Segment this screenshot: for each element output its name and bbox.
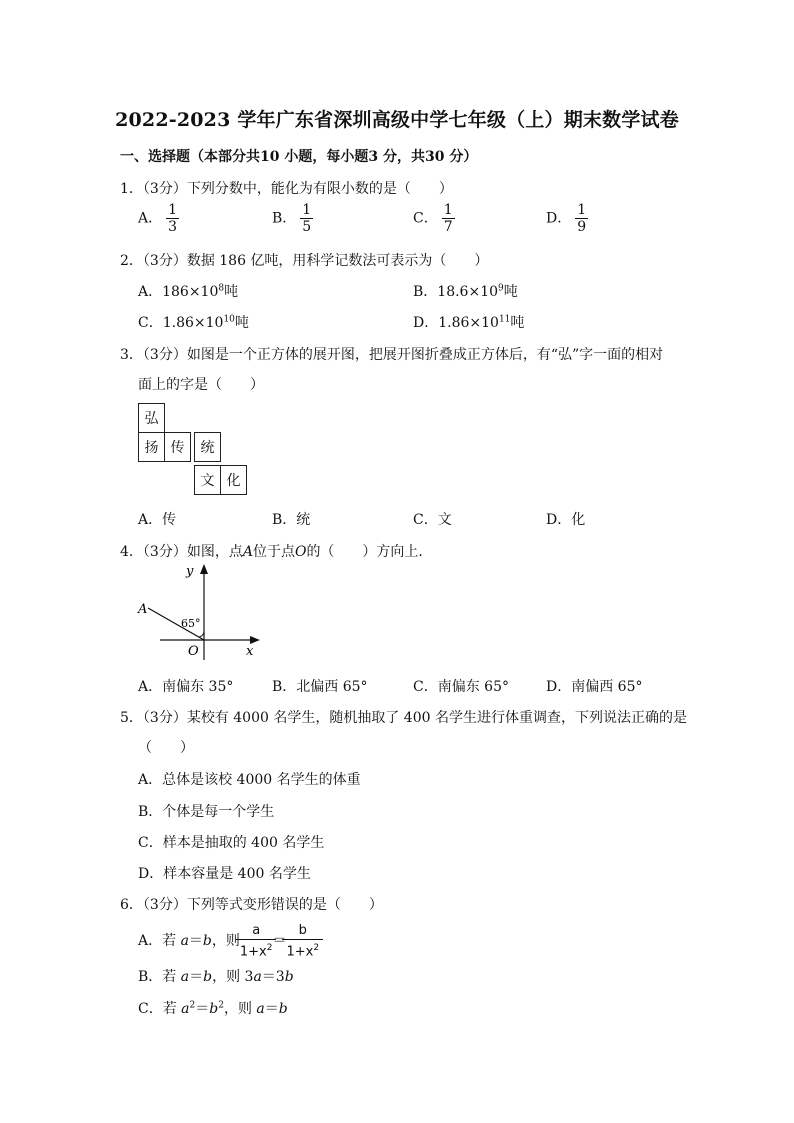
page-title: 2022-2023 学年广东省深圳高级中学七年级（上）期末数学试卷	[115, 109, 679, 131]
question-4-option-c: C．南偏东 65°	[413, 679, 509, 695]
question-6-option-b: B．若 a＝b，则 3a＝3b	[138, 969, 294, 985]
question-3-stem-line-1: 3．（3分）如图是一个正方体的展开图，把展开图折叠成正方体后，有“弘”字一面的相对	[120, 347, 664, 363]
origin-label: O	[188, 644, 199, 659]
question-1-option-d: D． $\frac{1}{9}$	[546, 202, 587, 235]
x-axis-label: x	[246, 644, 254, 659]
question-2-option-b: B．$18.6\times 10^9$吨	[413, 283, 518, 300]
question-5-option-c: C．样本是抽取的 400 名学生	[138, 835, 325, 851]
question-4-stem: 4．（3分）如图，点A位于点O的（ ）方向上．	[120, 544, 433, 560]
angle-label: 65°	[181, 617, 201, 630]
section-heading: 一、选择题（本部分共10 小题，每小题3 分，共30 分）	[120, 149, 478, 165]
question-1-option-b: B． $\frac{1}{5}$	[272, 202, 312, 235]
fraction: $\frac{1}{3}$	[168, 202, 178, 235]
question-3-option-b: B．统	[272, 512, 311, 528]
question-5-option-a: A．总体是该校 4000 名学生的体重	[138, 772, 361, 788]
question-5-stem-line-1: 5．（3分）某校有 4000 名学生，随机抽取了 400 名学生进行体重调查，下列说法正确的是	[120, 710, 687, 726]
question-3-option-d: D．化	[546, 512, 586, 528]
direction-figure	[130, 560, 270, 665]
question-5-stem-line-2: （ ）	[138, 740, 194, 756]
fraction: $\frac{b}{1+x^2}$	[286, 922, 319, 960]
question-3-option-a: A．传	[138, 512, 177, 528]
question-1-option-c: C． $\frac{1}{7}$	[413, 202, 453, 235]
net-cell: 传	[164, 432, 191, 462]
question-5-option-b: B．个体是每一个学生	[138, 804, 275, 820]
fraction: $\frac{1}{7}$	[443, 202, 453, 235]
net-cell: 弘	[138, 403, 165, 433]
fraction: $\frac{1}{9}$	[577, 202, 587, 235]
question-4-option-b: B．北偏西 65°	[272, 679, 368, 695]
question-3-stem-line-2: 面上的字是（ ）	[138, 377, 264, 393]
net-cell: 统	[194, 432, 221, 462]
question-6-option-a: A．若 a＝b，则 $\frac{a}{1+x^2}$ ＝ $\frac{b}{1+x^2}$	[138, 922, 319, 960]
x-axis-arrow	[250, 636, 260, 644]
question-2-option-d: D．$1.86\times 10^{11}$吨	[413, 314, 525, 331]
net-cell: 文	[194, 465, 221, 495]
y-axis-label: y	[186, 564, 194, 579]
question-6-stem: 6．（3分）下列等式变形错误的是（ ）	[120, 897, 383, 913]
question-4-option-a: A．南偏东 35°	[138, 679, 234, 695]
question-6-option-c: C．若 $a^2=b^2$，则 a＝b	[138, 1000, 288, 1017]
question-2-option-a: A．$186\times 10^8$吨	[138, 283, 239, 300]
angle-arc	[199, 632, 204, 637]
question-2-option-c: C．$1.86\times 10^{10}$吨	[138, 314, 249, 331]
question-2-stem: 2．（3分）数据 186 亿吨，用科学记数法可表示为（ ）	[120, 253, 489, 269]
net-cell: 扬	[138, 432, 165, 462]
question-5-option-d: D．样本容量是 400 名学生	[138, 866, 311, 882]
y-axis-arrow	[200, 564, 208, 574]
question-1-option-a: A． $\frac{1}{3}$	[138, 202, 178, 235]
fraction: $\frac{1}{5}$	[302, 202, 312, 235]
point-a-label: A	[138, 602, 148, 617]
question-3-option-c: C．文	[413, 512, 452, 528]
question-1-stem: 1．（3分）下列分数中，能化为有限小数的是（ ）	[120, 181, 453, 197]
net-cell: 化	[220, 465, 247, 495]
fraction: $\frac{a}{1+x^2}$	[240, 922, 273, 960]
question-4-option-d: D．南偏西 65°	[546, 679, 643, 695]
